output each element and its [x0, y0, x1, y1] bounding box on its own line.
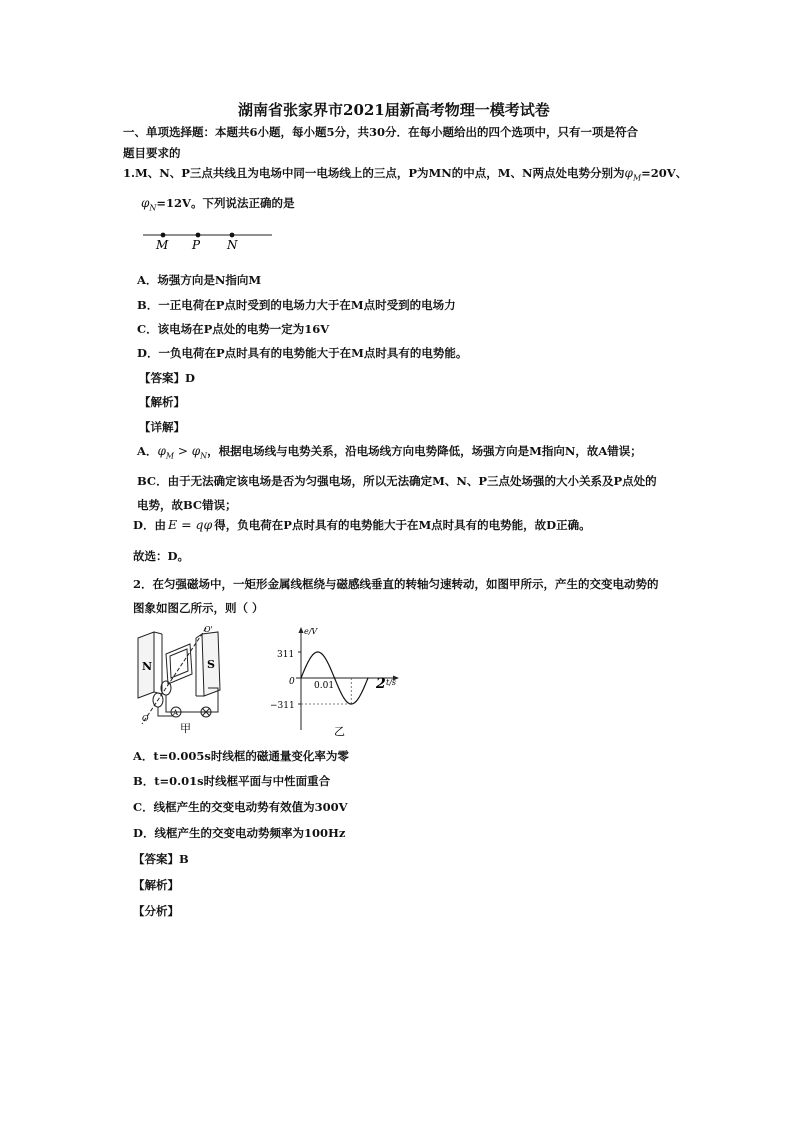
page-title: 湖南省张家界市2021届新高考物理一模考试卷 [238, 101, 550, 119]
y-axis-label: e/V [304, 627, 318, 636]
y-tick-label-neg: −311 [270, 701, 295, 711]
point-p-dot [196, 233, 201, 238]
q2-answer: 【答案】B [133, 852, 189, 866]
point-p-label: P [192, 238, 201, 252]
q2-option-c: C．线框产生的交变电动势有效值为300V [133, 800, 348, 814]
x-tick-label-2: 2 [376, 676, 386, 692]
phi-m-symbol: $\varphi_M$ [624, 166, 642, 183]
emf-data-point [351, 703, 352, 704]
q1-option-b: B．一正电荷在P点时受到的电场力大于在M点时受到的电场力 [137, 298, 456, 312]
emf-waveform-chart [268, 622, 402, 740]
point-n-label: N [227, 238, 238, 252]
q2-analysis-label: 【解析】 [133, 878, 179, 892]
point-n-dot [230, 233, 235, 238]
q1-option-a: A．场强方向是N指向M [137, 273, 262, 287]
magnet-n-pole-edge [154, 632, 162, 634]
point-m-label: M [156, 238, 169, 252]
q1-stem-text: 1.M、N、P三点共线且为电场中同一电场线上的三点，P为MN的中点，M、N两点处电势分别为 [123, 166, 625, 180]
y-axis-arrow [299, 627, 304, 633]
emf-data-point [334, 677, 335, 678]
q1-explain-a-text: ，根据电场线与电势关系，沿电场线方向电势降低，场强方向是M指向N，故A错误； [207, 444, 642, 458]
q1-explain-bc: BC．由于无法确定该电场是否为匀强电场，所以无法确定M、N、P三点处场强的大小关系及P点处的 [137, 474, 657, 488]
figure-yi-caption: 乙 [334, 725, 345, 738]
q1-stem [123, 165, 687, 182]
q1-conclusion: 故选：D。 [133, 549, 189, 563]
q1-detail-label: 【详解】 [139, 420, 185, 434]
x-axis-label: t/s [386, 678, 397, 687]
field-line-figure [140, 226, 280, 252]
ammeter-label: A [173, 709, 179, 717]
phi-n-symbol: $\varphi_N$ [141, 196, 157, 213]
s-pole-label: S [207, 658, 215, 671]
q2-option-d: D．线框产生的交变电动势频率为100Hz [133, 826, 346, 840]
x-tick-label: 0.01 [314, 681, 335, 691]
q1-explain-a [137, 443, 642, 460]
q1-explain-d [133, 517, 591, 533]
q1-option-d: D．一负电荷在P点时具有的电势能大于在M点时具有的电势能。 [137, 346, 468, 360]
coil-frame-inner [170, 649, 188, 678]
q2-detail-label: 【分析】 [133, 904, 179, 918]
figure-jia-caption: 甲 [180, 722, 191, 734]
section-heading-cont: 题目要求的 [123, 146, 181, 160]
q1-option-c: C．该电场在P点处的电势一定为16V [137, 322, 330, 336]
axis-o-prime-label: O' [204, 625, 213, 634]
phi-n-value: =12V。下列说法正确的是 [156, 196, 295, 210]
emf-data-point [317, 651, 318, 652]
point-m-dot [161, 233, 166, 238]
q1-answer: 【答案】D [139, 371, 195, 385]
phi-compare-formula: $\varphi_M > \varphi_N$ [157, 444, 208, 461]
emf-data-point [300, 677, 301, 678]
q1-explain-a-prefix: A． [137, 444, 158, 458]
emf-data-point [367, 677, 368, 678]
energy-formula: E = qφ [167, 517, 213, 532]
q1-analysis-label: 【解析】 [139, 395, 185, 409]
generator-figure [132, 624, 232, 734]
y-tick-label-pos: 311 [277, 650, 295, 660]
q1-explain-d-prefix: D．由 [133, 518, 166, 532]
phi-m-value: =20V、 [641, 166, 688, 180]
q2-stem: 2．在匀强磁场中，一矩形金属线框绕与磁感线垂直的转轴匀速转动，如图甲所示，产生的交变电动势的 [133, 577, 659, 591]
q1-explain-d-text: 得，负电荷在P点时具有的电势能大于在M点时具有的电势能，故D正确。 [214, 518, 591, 532]
y-tick-label-zero: 0 [289, 677, 295, 687]
q2-stem-cont: 图象如图乙所示，则（ ） [133, 601, 264, 615]
q2-option-b: B．t=0.01s时线框平面与中性面重合 [133, 774, 331, 788]
q2-option-a: A．t=0.005s时线框的磁通量变化率为零 [133, 749, 349, 763]
q1-stem-cont [141, 195, 294, 212]
section-heading: 一、单项选择题：本题共6小题，每小题5分，共30分．在每小题给出的四个选项中，只有一项是符合 [123, 125, 639, 139]
n-pole-label: N [142, 660, 153, 673]
axis-o-label: O [142, 714, 149, 723]
q1-explain-bc-cont: 电势，故BC错误； [137, 498, 237, 512]
